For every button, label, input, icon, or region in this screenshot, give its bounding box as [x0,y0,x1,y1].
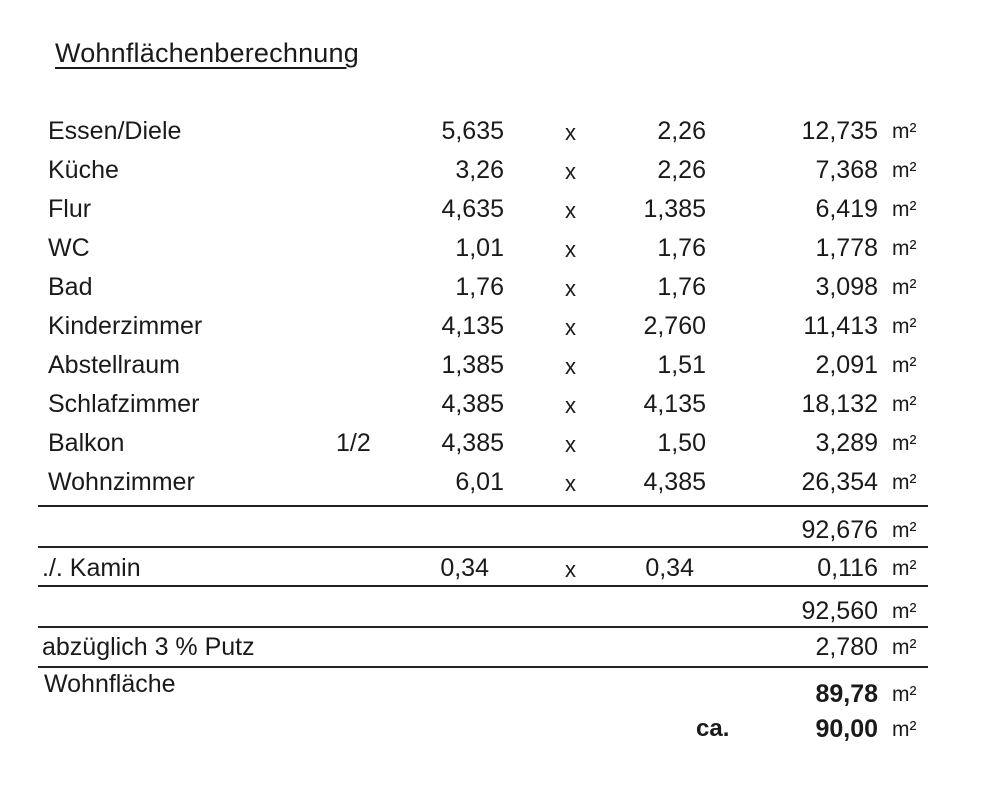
times-sign: x [565,393,576,418]
ca-label: ca. [696,715,730,742]
room-name: WC [48,234,90,262]
room-name: Essen/Diele [48,117,182,145]
kamin-width: 0,34 [645,554,694,582]
room-area: 2,091 [815,351,878,379]
room-area: 3,289 [815,429,878,457]
room-width: 1,50 [657,429,706,457]
unit-label: m² [892,276,917,299]
unit-label: m² [892,354,917,377]
room-area: 11,413 [803,312,878,340]
wohnflaeche-label: Wohnfläche [44,670,176,698]
room-width: 1,76 [657,234,706,262]
room-row [0,351,1000,389]
unit-label: m² [892,159,917,182]
kamin-label: ./. Kamin [42,554,141,582]
room-width: 1,385 [643,195,706,223]
room-length: 6,01 [455,468,504,496]
putz-result: 2,780 [815,633,878,661]
room-length: 1,385 [441,351,504,379]
times-sign: x [565,120,576,145]
unit-label: m² [892,393,917,416]
room-row [0,468,1000,506]
divider-line [38,505,928,507]
times-sign: x [565,198,576,223]
room-name: Abstellraum [48,351,180,379]
unit-label: m² [892,557,917,580]
unit-label: m² [892,683,917,706]
room-name: Balkon [48,429,125,457]
kamin-result: 0,116 [817,554,878,582]
room-name: Küche [48,156,119,184]
unit-label: m² [892,198,917,221]
unit-label: m² [892,120,917,143]
room-length: 4,135 [441,312,504,340]
room-name: Flur [48,195,92,223]
subtotal-value: 92,560 [801,597,878,625]
unit-label: m² [892,471,917,494]
putz-row [0,633,1000,671]
unit-label: m² [892,600,917,623]
times-sign: x [565,471,576,496]
room-length: 4,635 [441,195,504,223]
document-title: Wohnflächenberechnung [55,38,359,68]
room-name: Bad [48,273,93,301]
room-area: 1,778 [815,234,878,262]
room-width: 1,51 [657,351,706,379]
kamin-length: 0,34 [440,554,489,582]
room-length: 4,385 [441,429,504,457]
ca-result: 90,00 [815,715,878,743]
room-width: 2,760 [643,312,706,340]
room-area: 6,419 [815,195,878,223]
unit-label: m² [892,237,917,260]
times-sign: x [565,432,576,457]
subtotal-value: 92,676 [801,516,878,544]
room-name: Kinderzimmer [48,312,203,340]
room-area: 18,132 [801,390,878,418]
times-sign: x [565,276,576,301]
times-sign: x [565,557,576,582]
unit-label: m² [892,519,917,542]
room-length: 1,01 [455,234,504,262]
room-row [0,390,1000,428]
times-sign: x [565,354,576,379]
times-sign: x [565,159,576,184]
room-row [0,117,1000,155]
room-length: 4,385 [441,390,504,418]
room-length: 5,635 [441,117,504,145]
room-name: Schlafzimmer [48,390,200,418]
subtotal-row [0,516,1000,554]
room-width: 1,76 [657,273,706,301]
room-width: 2,26 [657,156,706,184]
room-area: 3,098 [815,273,878,301]
room-factor: 1/2 [336,429,371,457]
room-area: 12,735 [801,117,878,145]
room-row [0,234,1000,272]
room-area: 7,368 [815,156,878,184]
room-row [0,429,1000,467]
times-sign: x [565,237,576,262]
room-length: 3,26 [455,156,504,184]
room-row [0,195,1000,233]
ca-row [0,715,1000,753]
room-width: 4,135 [643,390,706,418]
unit-label: m² [892,636,917,659]
wohnflaeche-result: 89,78 [815,680,878,708]
room-length: 1,76 [455,273,504,301]
room-row [0,312,1000,350]
unit-label: m² [892,718,917,741]
room-width: 4,385 [643,468,706,496]
room-name: Wohnzimmer [48,468,195,496]
room-area: 26,354 [801,468,878,496]
kamin-row [0,554,1000,592]
room-row [0,156,1000,194]
room-width: 2,26 [657,117,706,145]
unit-label: m² [892,432,917,455]
room-row [0,273,1000,311]
wohnflaeche-value-row [0,680,1000,718]
times-sign: x [565,315,576,340]
subtotal-row [0,597,1000,635]
unit-label: m² [892,315,917,338]
putz-label: abzüglich 3 % Putz [42,633,255,661]
